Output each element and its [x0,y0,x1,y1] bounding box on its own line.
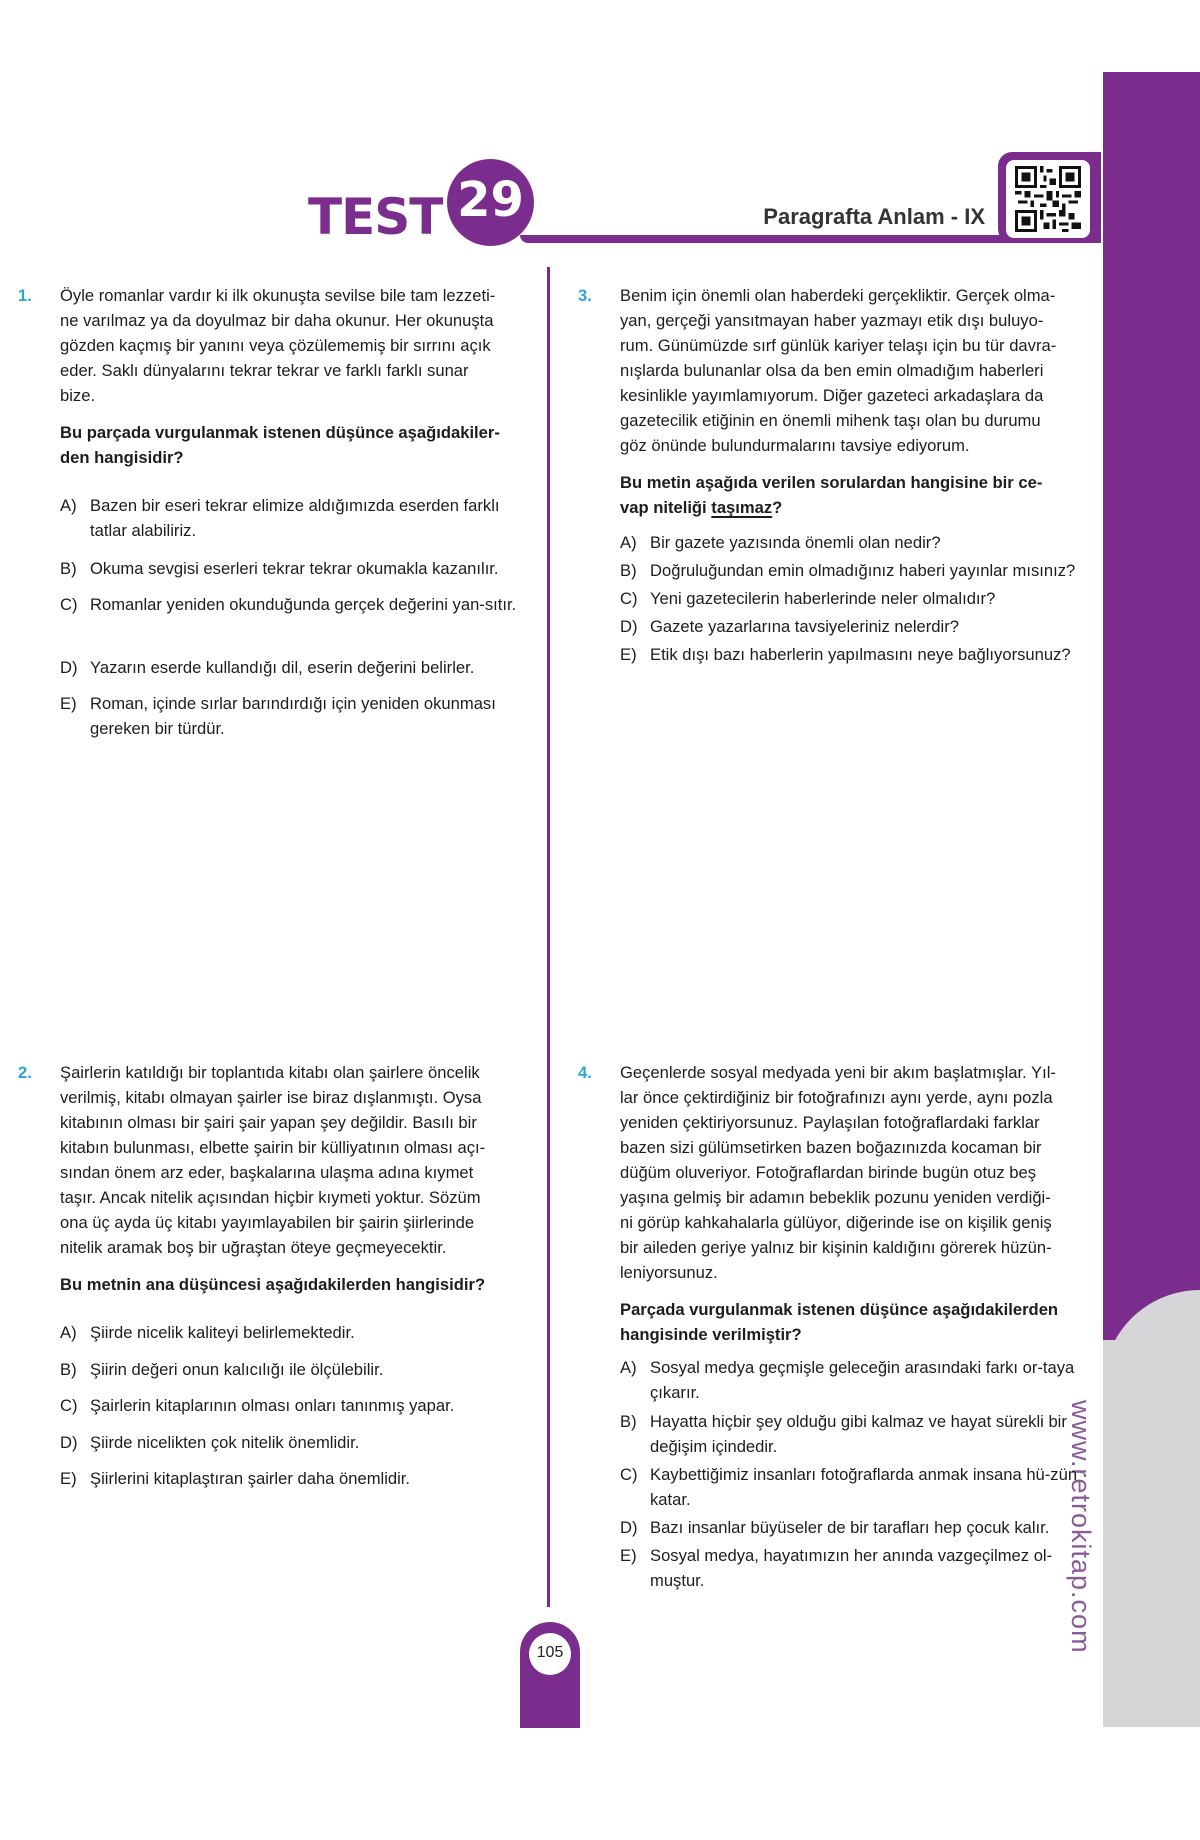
stem-line [620,495,1082,520]
test-number: 29 [457,172,524,228]
stem-line: Bu metnin ana düşüncesi aşağıdakilerden hangisidir? [60,1275,486,1294]
question-number: 2. [18,1063,32,1082]
option-c[interactable] [60,592,520,617]
option-text: Şairlerin kitaplarının olması onları tanınmış yapar. [90,1396,455,1415]
passage-line: gözden kaçmış bir yanını veya çözülememiş bir sırrını açık [60,336,491,355]
option-text: Şiirde nicelik kaliteyi belirlemektedir. [90,1323,355,1342]
stem-emphasis: taşımaz [711,498,773,517]
passage-line: kitabın bulunması, elbette şairin bir külliyatının olması açı- [60,1138,486,1157]
question-number: 1. [18,286,32,305]
option-letter: C) [620,589,638,608]
option-d[interactable] [620,1515,1082,1540]
option-e[interactable] [620,642,1082,667]
stem-line: Parçada vurgulanmak istenen düşünce aşağıdakilerden [620,1300,1059,1319]
option-a[interactable] [60,493,520,543]
test-label: TEST [308,188,443,246]
option-d[interactable] [60,1430,520,1455]
stem-text: vap niteliği [620,498,707,517]
passage-line: bazen sizi gülümsetirken bazen boğazınızda kocaman bir [620,1138,1042,1157]
passage-line: eder. Saklı dünyalarını tekrar tekrar ve farklı farklı sunar [60,361,469,380]
passage-line: Geçenlerde sosyal medyada yeni bir akım başlatmışlar. Yıl- [620,1063,1056,1082]
column-divider [547,267,550,1607]
option-text: Bazen bir eseri tekrar elimize aldığımızda eserden farklı tatlar alabiliriz. [90,496,500,540]
option-letter: E) [620,1546,637,1565]
passage-line: leniyorsunuz. [620,1263,718,1282]
option-text: Sosyal medya geçmişle geleceğin arasındaki farkı or-taya çıkarır. [650,1358,1075,1402]
option-letter: A) [620,1358,637,1377]
option-text: Şiirlerini kitaplaştıran şairler daha önemlidir. [90,1469,411,1488]
option-text: Romanlar yeniden okunduğunda gerçek değerini yan-sıtır. [90,595,517,614]
option-text: Yeni gazetecilerin haberlerinde neler olmalıdır? [650,589,996,608]
option-c[interactable] [60,1393,520,1418]
page-number: 105 [536,1644,564,1661]
passage-line: verilmiş, kitabı olmayan şairler ise biraz dışlanmıştı. Oysa [60,1088,482,1107]
option-text: Bir gazete yazısında önemli olan nedir? [650,533,941,552]
option-letter: C) [620,1465,638,1484]
option-letter: E) [60,1469,77,1488]
question-stem [620,1297,1082,1347]
passage-line: ona üç ayda üç kitabı yayımlayabilen bir şairin şiirlerinde [60,1213,475,1232]
question-number: 4. [578,1063,592,1082]
option-letter: D) [60,1433,78,1452]
question-stem [60,1272,520,1297]
passage-line: taşır. Ancak nitelik açısından hiçbir kıymeti yoktur. Sözüm [60,1188,481,1207]
passage-line: yeniden çektiriyorsunuz. Paylaşılan fotoğraflardaki farklar [620,1113,1040,1132]
option-a[interactable] [620,1355,1082,1405]
passage-line: gazetecilik etiğinin en önemli mihenk taşı olan bu durumu [620,411,1041,430]
passage-line: lar önce çektirdiğiniz bir fotoğrafınızı aynı yerde, aynı pozla [620,1088,1053,1107]
option-letter: B) [620,1412,637,1431]
passage-line: göz önünde bulundurmalarını tavsiye ediyorum. [620,436,970,455]
option-text: Gazete yazarlarına tavsiyeleriniz nelerdir? [650,617,959,636]
option-text: Hayatta hiçbir şey olduğu gibi kalmaz ve hayat sürekli bir değişim içindedir. [650,1412,1067,1456]
option-letter: D) [60,658,78,677]
passage-line: sından önem arz eder, başkalarına ulaşma adına kıymet [60,1163,474,1182]
option-letter: D) [620,617,638,636]
stem-line: Bu metin aşağıda verilen sorulardan hangisine bir ce- [620,473,1043,492]
option-b[interactable] [60,1357,520,1382]
option-letter: D) [620,1518,638,1537]
option-text: Sosyal medya, hayatımızın her anında vazgeçilmez ol-muştur. [650,1546,1053,1590]
option-a[interactable] [620,530,1082,555]
passage-line: nitelik aramak boş bir uğraştan öteye geçmeyecektir. [60,1238,447,1257]
question-passage [620,1060,1082,1285]
option-text: Okuma sevgisi eserleri tekrar tekrar okumakla kazanılır. [90,559,499,578]
stem-line: den hangisidir? [60,448,184,467]
option-text: Şiirde nicelikten çok nitelik önemlidir. [90,1433,360,1452]
option-text: Bazı insanlar büyüseler de bir tarafları hep çocuk kalır. [650,1518,1050,1537]
option-e[interactable] [60,691,520,741]
passage-line: ni görüp kahkahalarla gülüyor, diğerinde ise on kişilik geniş [620,1213,1052,1232]
passage-line: nışlarda bulunanlar olsa da ben emin olmadığım haberleri [620,361,1044,380]
option-letter: E) [60,694,77,713]
website-url: www.retrokitap.com [1066,1400,1096,1654]
option-text: Kaybettiğimiz insanları fotoğraflarda anmak insana hü-zün katar. [650,1465,1078,1509]
option-e[interactable] [620,1543,1082,1593]
passage-line: Benim için önemli olan haberdeki gerçekliktir. Gerçek olma- [620,286,1056,305]
option-text: Roman, içinde sırlar barındırdığı için yeniden okunması gereken bir türdür. [90,694,496,738]
option-letter: A) [60,496,77,515]
passage-line: bir aileden geriye yalnız bir kişinin kaldığını görerek hüzün- [620,1238,1052,1257]
option-a[interactable] [60,1320,520,1345]
option-letter: B) [620,561,637,580]
qr-code-icon[interactable] [1014,166,1082,232]
passage-line: kesinlikle yayımlamıyorum. Diğer gazeteci arkadaşlara da [620,386,1044,405]
option-letter: C) [60,595,78,614]
stem-line: Bu parçada vurgulanmak istenen düşünce aşağıdakiler- [60,423,500,442]
stem-line: hangisinde verilmiştir? [620,1325,802,1344]
option-d[interactable] [620,614,1082,639]
option-letter: B) [60,1360,77,1379]
option-d[interactable] [60,655,520,680]
question-stem [620,470,1082,520]
option-text: Etik dışı bazı haberlerin yapılmasını neye bağlıyorsunuz? [650,645,1071,664]
option-c[interactable] [620,586,1082,611]
option-letter: C) [60,1396,78,1415]
option-text: Şiirin değeri onun kalıcılığı ile ölçülebilir. [90,1360,384,1379]
passage-line: yaşına gelmiş bir adamın bebeklik pozunu yeniden verdiği- [620,1188,1051,1207]
passage-line: Öyle romanlar vardır ki ilk okunuşta sevilse bile tam lezzeti- [60,286,496,305]
option-letter: A) [620,533,637,552]
passage-line: rum. Günümüzde sırf günlük kariyer telaşı için bu tür davra- [620,336,1057,355]
option-b[interactable] [620,1409,1082,1459]
option-e[interactable] [60,1466,520,1491]
option-letter: E) [620,645,637,664]
passage-line: ne varılmaz ya da doyulmaz bir daha okunur. Her okunuşta [60,311,494,330]
question-number: 3. [578,286,592,305]
page-title: Paragrafta Anlam - IX [763,204,985,229]
option-b[interactable] [620,558,1082,583]
passage-line: bize. [60,386,96,405]
passage-line: Şairlerin katıldığı bir toplantıda kitabı olan şairlere öncelik [60,1063,480,1082]
stem-end: ? [772,498,783,517]
question-passage [60,1060,520,1260]
option-b[interactable] [60,556,520,581]
passage-line: kitabının olması bir şairi şair yapan şey değildir. Basılı bir [60,1113,477,1132]
question-stem [60,420,520,470]
option-text: Yazarın eserde kullandığı dil, eserin değerini belirler. [90,658,475,677]
passage-line: düğüm oluveriyor. Fotoğraflardan birinde bugün otuz beş [620,1163,1037,1182]
option-letter: A) [60,1323,77,1342]
option-letter: B) [60,559,77,578]
passage-line: yan, gerçeği yansıtmayan haber yazmayı etik dışı buluyo- [620,311,1044,330]
option-c[interactable] [620,1462,1082,1512]
option-text: Doğruluğundan emin olmadığınız haberi yayınlar mısınız? [650,561,1076,580]
question-passage [60,283,520,408]
question-passage [620,283,1082,458]
